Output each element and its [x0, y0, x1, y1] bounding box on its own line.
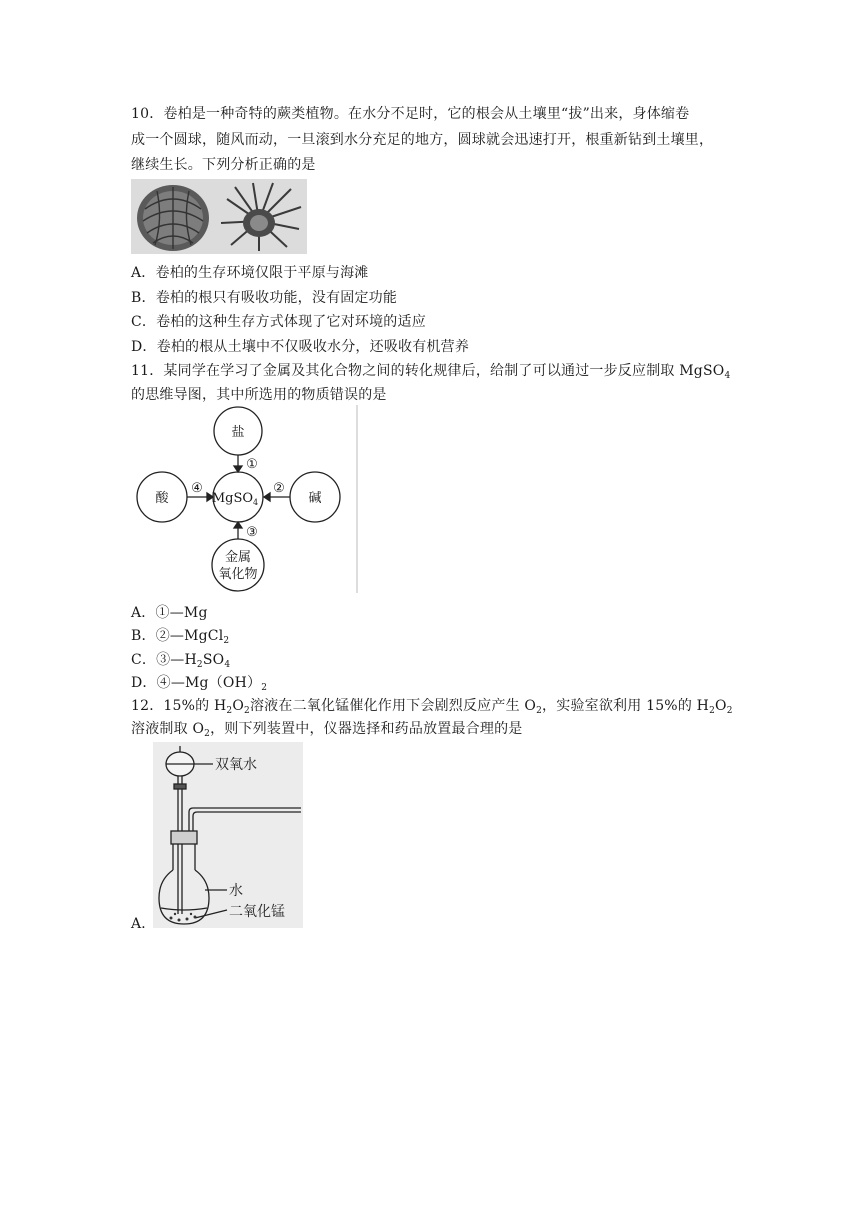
arrow-2-label: ② [273, 481, 285, 496]
selaginella-photo [131, 179, 307, 254]
q10-stem-line-1: 10．卷柏是一种奇特的蕨类植物。在水分不足时，它的根会从土壤里“拔”出来，身体缩卷 [131, 106, 690, 122]
q12-stem-line-2: 溶液制取 $O_2$，则下列装置中，仪器选择和药品放置最合理的是 [131, 721, 523, 739]
q11-option-c: C．$③—H_2SO_4$ [131, 652, 231, 670]
node-acid-label: 酸 [155, 491, 169, 506]
q10-stem-line-3: 继续生长。下列分析正确的是 [131, 157, 316, 173]
q11-option-b: B．②—MgCl$_2$ [131, 628, 230, 646]
label-hydrogen-peroxide: 双氧水 [215, 756, 257, 772]
q11-option-a: A．①—Mg [131, 605, 208, 621]
node-metal-oxide-line2: 氧化物 [218, 567, 258, 582]
arrow-4-label: ④ [191, 481, 203, 496]
q10-option-a: A．卷柏的生存环境仅限于平原与海滩 [131, 265, 369, 281]
node-metal-oxide-line1: 金属 [224, 550, 252, 565]
q10-stem-line-2: 成一个圆球，随风而动，一旦滚到水分充足的地方，圆球就会迅速打开，根重新钻到土壤里， [131, 132, 714, 148]
q10-option-b: B．卷柏的根只有吸收功能，没有固定功能 [131, 290, 398, 306]
apparatus-option-a [153, 742, 303, 928]
mgso4-mind-map [131, 405, 359, 593]
node-base-label: 碱 [308, 491, 322, 506]
q10-option-d: D．卷柏的根从土壤中不仅吸收水分，还吸收有机营养 [131, 339, 470, 355]
q12-stem-line-1: 12．15%的 $H_2O_2$溶液在二氧化锰催化作用下会剧烈反应产生 $O_2$，实验室欲利用 15%的 $H_2O_2$ [131, 698, 733, 716]
arrow-3-label: ③ [246, 525, 258, 540]
label-water: 水 [229, 882, 243, 898]
node-salt-label: 盐 [231, 425, 245, 440]
q11-stem-line-1: 11．某同学在学习了金属及其化合物之间的转化规律后，给制了可以通过一步反应制取 MgSO$_4$ [131, 363, 731, 381]
node-metal-oxide [212, 539, 264, 591]
q11-stem-line-2: 的思维导图，其中所选用的物质错误的是 [131, 387, 387, 403]
label-manganese-dioxide: 二氧化锰 [229, 903, 285, 919]
q11-option-d: D．$④—Mg(OH)_2$ [131, 675, 268, 693]
node-mgso4-label: MgSO$_4$ [211, 491, 259, 507]
q10-option-c: C．卷柏的这种生存方式体现了它对环境的适应 [131, 314, 426, 330]
q12-option-a-label: A． [131, 916, 156, 932]
arrow-1-label: ① [246, 457, 258, 472]
